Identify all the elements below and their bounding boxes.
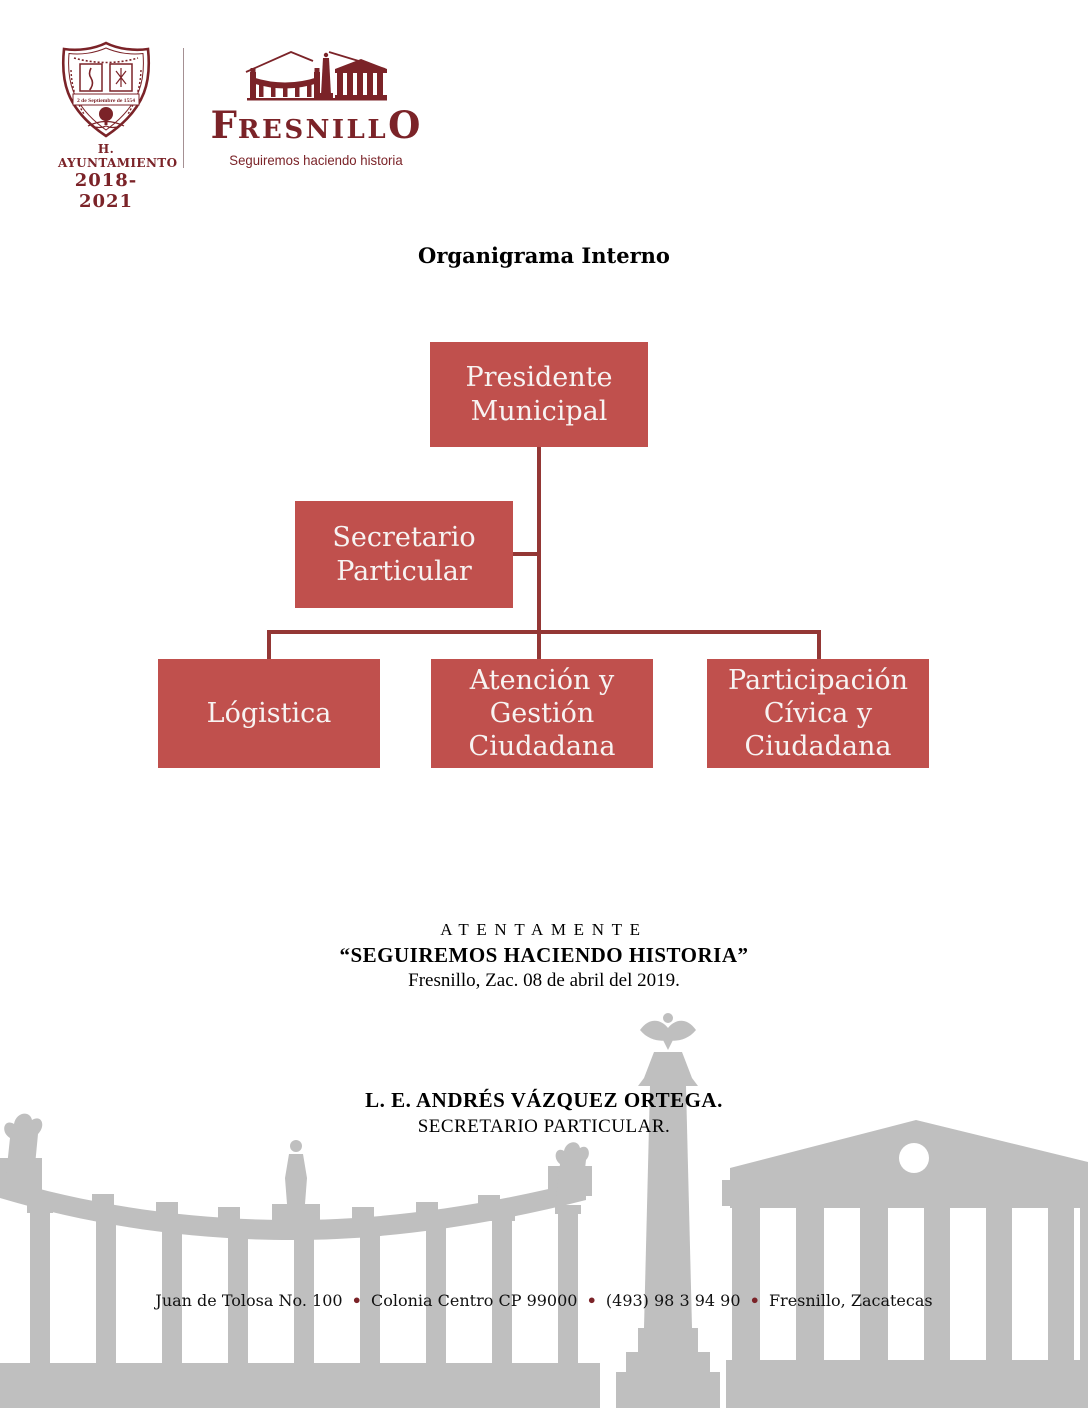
motto-text: “SEGUIREMOS HACIENDO HISTORIA” <box>339 943 749 967</box>
salutation-text: ATENTAMENTE <box>440 920 648 939</box>
monument-watermark <box>0 1008 1088 1408</box>
footer-phone: (493) 98 3 94 90 <box>605 1291 741 1310</box>
crest-banner-text: 2 de Septiembre de 1554 <box>76 98 136 104</box>
org-node-secretario-particular <box>295 501 513 608</box>
connector-vertical-main <box>537 447 541 659</box>
org-node-label-line: Ciudadana <box>744 731 892 762</box>
org-node-logistica <box>158 659 380 768</box>
org-node-label-line: Particular <box>336 555 472 587</box>
brand-tagline: Seguiremos haciendo historia <box>229 152 403 168</box>
crest-term-label: 2018-2021 <box>74 170 138 212</box>
footer-bullet: • <box>351 1291 362 1310</box>
org-node-label-line: Municipal <box>470 395 608 427</box>
org-node-label-line: Ciudadana <box>468 731 616 762</box>
coat-of-arms-icon <box>58 40 154 140</box>
org-node-participacion-civica-ciudadana <box>707 659 929 768</box>
closing-block <box>0 920 1088 992</box>
header-divider <box>183 48 184 168</box>
landmark-glyph-icon <box>245 46 388 103</box>
footer-colonia: Colonia Centro CP 99000 <box>370 1291 578 1310</box>
signatory-role: SECRETARIO PARTICULAR. <box>417 1116 671 1137</box>
connector-horizontal <box>267 630 821 634</box>
footer-bullet: • <box>749 1291 760 1310</box>
signatory-name: L. E. ANDRÉS VÁZQUEZ ORTEGA. <box>365 1088 723 1112</box>
wordmark-initial: F <box>210 103 238 147</box>
org-node-atencion-gestion-ciudadana <box>431 659 653 768</box>
wordmark-middle: RESNILL <box>237 115 389 145</box>
connector-drop-right <box>817 630 821 659</box>
org-node-label-line: Presidente <box>465 361 613 393</box>
connector-secretario-stub <box>513 552 537 556</box>
page-title: Organigrama Interno <box>418 243 670 268</box>
connector-drop-left <box>267 630 271 659</box>
footer-street: Juan de Tolosa No. 100 <box>155 1291 343 1310</box>
wordmark-final: O <box>388 103 422 147</box>
crest-org-label: H. AYUNTAMIENTO <box>58 142 178 170</box>
org-node-label-line: Lógistica <box>206 697 332 729</box>
brand-wordmark <box>210 105 422 154</box>
org-node-presidente-municipal <box>430 342 648 447</box>
org-node-label-line: Secretario <box>332 521 476 553</box>
org-node-label-line: Atención y <box>469 665 615 696</box>
footer-address <box>0 1291 1088 1310</box>
footer-bullet: • <box>586 1291 597 1310</box>
footer-city: Fresnillo, Zacatecas <box>768 1291 933 1310</box>
signature-block <box>0 1088 1088 1138</box>
municipal-crest <box>58 40 178 212</box>
org-node-label-line: Gestión <box>489 698 595 729</box>
org-node-label-line: Cívica y <box>763 698 873 729</box>
dateline-text: Fresnillo, Zac. 08 de abril del 2019. <box>408 970 680 991</box>
org-node-label-line: Participación <box>728 665 908 696</box>
fresnillo-logo <box>210 46 422 168</box>
